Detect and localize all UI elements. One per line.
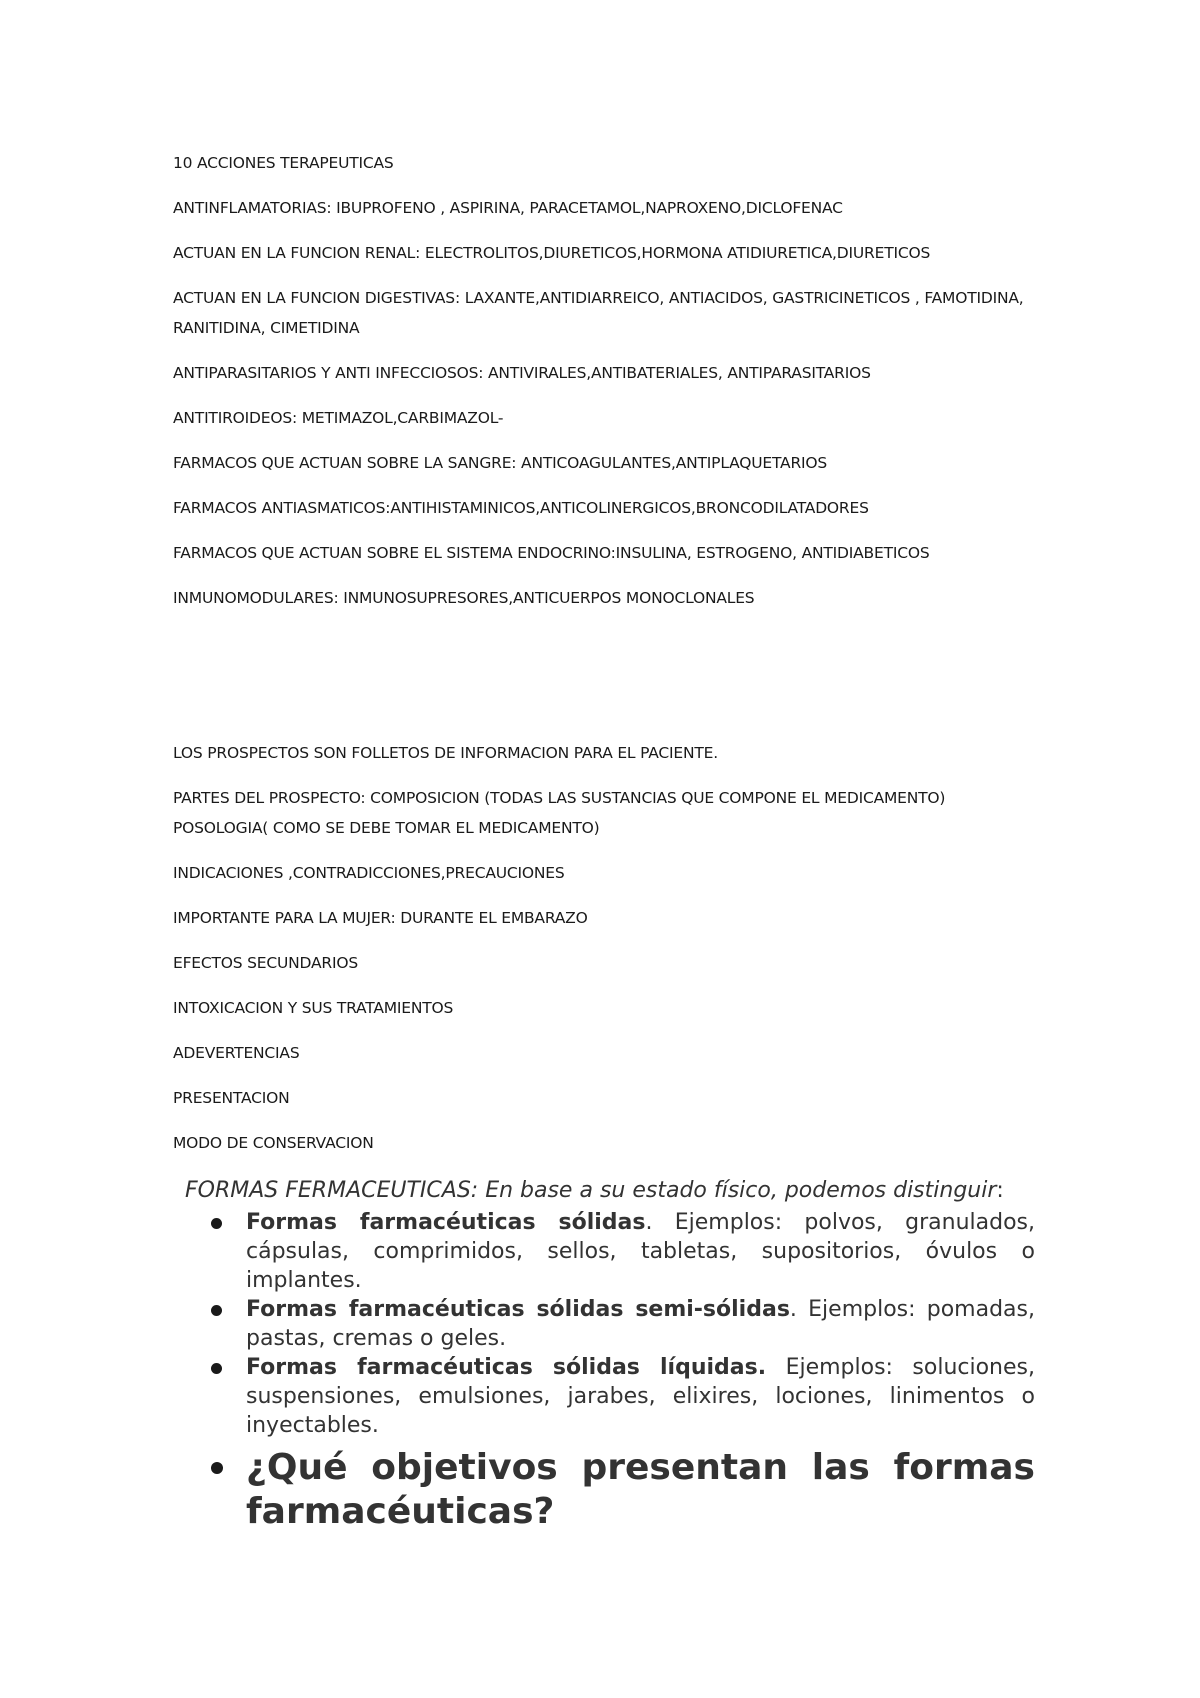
paragraph: LOS PROSPECTOS SON FOLLETOS DE INFORMACION PARA EL PACIENTE. bbox=[173, 744, 718, 762]
paragraph: PARTES DEL PROSPECTO: COMPOSICION (TODAS LAS SUSTANCIAS QUE COMPONE EL MEDICAMENTO) POSOLOGIA( COMO SE DEBE TOMAR EL MEDICAMENTO) bbox=[173, 789, 946, 837]
bullet-icon bbox=[211, 1218, 222, 1229]
paragraph: MODO DE CONSERVACION bbox=[173, 1134, 374, 1152]
prospecto-section bbox=[173, 738, 1033, 1173]
bullet-icon bbox=[211, 1363, 222, 1374]
section-title: 10 ACCIONES TERAPEUTICAS bbox=[173, 154, 394, 172]
list-item bbox=[171, 1353, 1035, 1440]
list-item-text: Ejemplos: soluciones, suspensiones, emulsiones, jarabes, elixires, lociones, linimentos o inyectables. bbox=[246, 1355, 1035, 1438]
acciones-terapeuticas-section bbox=[173, 148, 1033, 628]
list-item-bold: Formas farmacéuticas sólidas líquidas. bbox=[246, 1355, 767, 1380]
paragraph: INMUNOMODULARES: INMUNOSUPRESORES,ANTICUERPOS MONOCLONALES bbox=[173, 589, 755, 607]
paragraph: PRESENTACION bbox=[173, 1089, 290, 1107]
question-heading bbox=[171, 1446, 1035, 1534]
formas-intro-colon: : bbox=[996, 1178, 1004, 1203]
paragraph: FARMACOS ANTIASMATICOS:ANTIHISTAMINICOS,ANTICOLINERGICOS,BRONCODILATADORES bbox=[173, 499, 869, 517]
bullet-icon bbox=[211, 1462, 223, 1474]
list-item-bold: Formas farmacéuticas sólidas semi-sólidas bbox=[246, 1297, 790, 1322]
list-item bbox=[171, 1208, 1035, 1295]
paragraph: ADEVERTENCIAS bbox=[173, 1044, 300, 1062]
list-item-bold: Formas farmacéuticas sólidas bbox=[246, 1210, 646, 1235]
paragraph: FARMACOS QUE ACTUAN SOBRE LA SANGRE: ANTICOAGULANTES,ANTIPLAQUETARIOS bbox=[173, 454, 828, 472]
paragraph: ANTINFLAMATORIAS: IBUPROFENO , ASPIRINA, PARACETAMOL,NAPROXENO,DICLOFENAC bbox=[173, 199, 843, 217]
formas-intro-text: FORMAS FERMACEUTICAS: En base a su estado físico, podemos distinguir bbox=[185, 1178, 997, 1203]
paragraph: ANTITIROIDEOS: METIMAZOL,CARBIMAZOL- bbox=[173, 409, 504, 427]
paragraph: ACTUAN EN LA FUNCION DIGESTIVAS: LAXANTE,ANTIDIARREICO, ANTIACIDOS, GASTRICINETICOS , FAMOTIDINA, RANITIDINA, CIMETIDINA bbox=[173, 289, 1024, 337]
paragraph: IMPORTANTE PARA LA MUJER: DURANTE EL EMBARAZO bbox=[173, 909, 588, 927]
list-item-text: . Ejemplos: polvos, granulados, cápsulas, comprimidos, sellos, tabletas, supositorios, óvulos o implantes. bbox=[246, 1210, 1035, 1293]
paragraph: INDICACIONES ,CONTRADICCIONES,PRECAUCIONES bbox=[173, 864, 565, 882]
list-item-text: . Ejemplos: pomadas, pastas, cremas o geles. bbox=[246, 1297, 1035, 1351]
bullet-icon bbox=[211, 1305, 222, 1316]
formas-intro bbox=[171, 1176, 1035, 1205]
paragraph: INTOXICACION Y SUS TRATAMIENTOS bbox=[173, 999, 454, 1017]
paragraph: ACTUAN EN LA FUNCION RENAL: ELECTROLITOS,DIURETICOS,HORMONA ATIDIURETICA,DIURETICOS bbox=[173, 244, 931, 262]
list-item bbox=[171, 1295, 1035, 1353]
question-text: ¿Qué objetivos presentan las formas farmacéuticas? bbox=[246, 1447, 1035, 1532]
paragraph: EFECTOS SECUNDARIOS bbox=[173, 954, 359, 972]
formas-farmaceuticas-section bbox=[171, 1176, 1035, 1534]
paragraph: FARMACOS QUE ACTUAN SOBRE EL SISTEMA ENDOCRINO:INSULINA, ESTROGENO, ANTIDIABETICOS bbox=[173, 544, 930, 562]
formas-list bbox=[171, 1208, 1035, 1440]
paragraph: ANTIPARASITARIOS Y ANTI INFECCIOSOS: ANTIVIRALES,ANTIBATERIALES, ANTIPARASITARIOS bbox=[173, 364, 871, 382]
